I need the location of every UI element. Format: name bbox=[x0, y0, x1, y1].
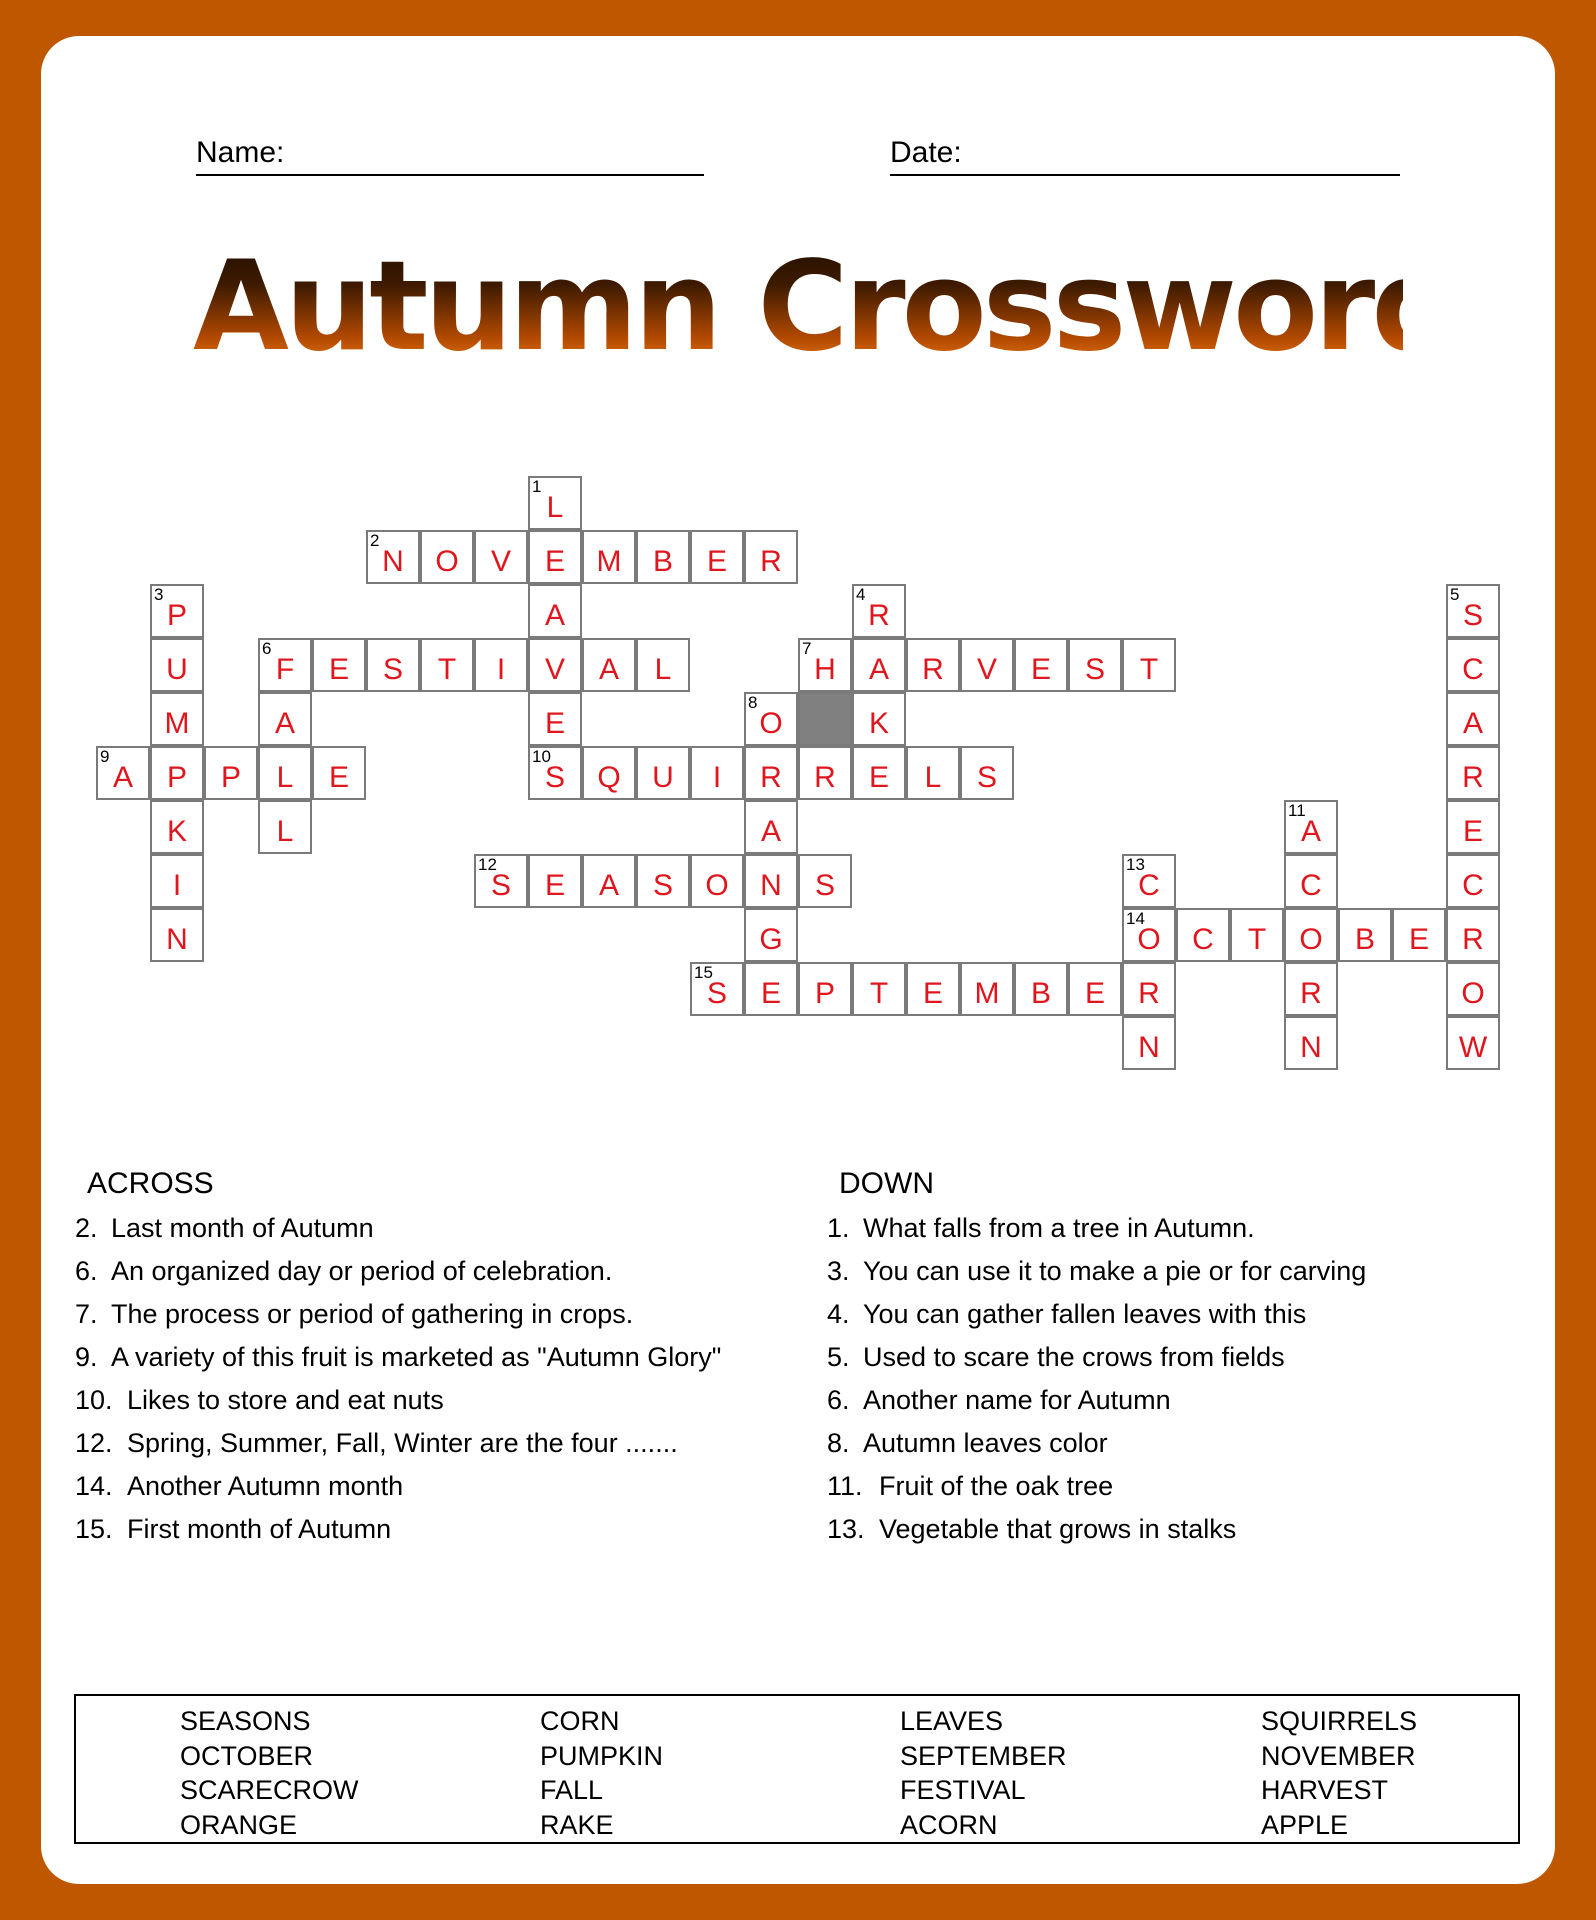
cell-letter: N bbox=[382, 545, 404, 578]
clue-number: 13. bbox=[827, 1514, 865, 1544]
down-clues bbox=[827, 1166, 1527, 1556]
clue-number: 10 bbox=[532, 747, 551, 766]
cell-letter: V bbox=[490, 545, 511, 578]
word-bank-word: ORANGE bbox=[180, 1809, 298, 1840]
clue-number: 3. bbox=[827, 1256, 850, 1286]
cell-letter: E bbox=[544, 707, 565, 740]
cell-letter: L bbox=[654, 653, 672, 686]
grid-cell[interactable] bbox=[1446, 962, 1500, 1016]
clue-text: First month of Autumn bbox=[127, 1514, 392, 1544]
cell-letter: C bbox=[1462, 869, 1484, 902]
word-bank-word: FALL bbox=[540, 1775, 604, 1805]
grid-cell[interactable] bbox=[744, 854, 798, 908]
grid-cell[interactable] bbox=[1068, 638, 1122, 692]
clue-number: 2 bbox=[370, 531, 380, 550]
grid-cell[interactable] bbox=[528, 638, 582, 692]
cell-letter: A bbox=[868, 653, 889, 686]
grid-cell[interactable] bbox=[852, 746, 906, 800]
down-clue bbox=[827, 1298, 1527, 1331]
cell-letter: R bbox=[1462, 923, 1484, 956]
cell-letter: C bbox=[1192, 923, 1214, 956]
grid-cell[interactable] bbox=[582, 638, 636, 692]
clue-number: 9. bbox=[75, 1342, 98, 1372]
grid-cell[interactable] bbox=[1122, 854, 1176, 908]
grid-cell[interactable] bbox=[636, 530, 690, 584]
cell-letter: E bbox=[1084, 977, 1105, 1010]
down-clue bbox=[827, 1470, 1527, 1503]
grid-cell[interactable] bbox=[906, 638, 960, 692]
clue-number: 1. bbox=[827, 1213, 850, 1243]
grid-cell[interactable] bbox=[852, 962, 906, 1016]
cell-letter: V bbox=[976, 653, 997, 686]
grid-cell[interactable] bbox=[744, 692, 798, 746]
word-bank-word: HARVEST bbox=[1261, 1775, 1389, 1805]
word-bank-column bbox=[900, 1704, 1067, 1842]
grid-cell[interactable] bbox=[366, 638, 420, 692]
across-clue bbox=[75, 1255, 775, 1288]
cell-letter: O bbox=[435, 545, 459, 578]
grid-cell[interactable] bbox=[798, 638, 852, 692]
across-clue bbox=[75, 1470, 775, 1503]
cell-letter: R bbox=[760, 545, 782, 578]
clue-number: 2. bbox=[75, 1213, 98, 1243]
cell-letter: S bbox=[814, 869, 835, 902]
across-clue bbox=[75, 1212, 775, 1245]
cell-letter: P bbox=[814, 977, 835, 1010]
grid-cell[interactable] bbox=[798, 746, 852, 800]
grid-cell[interactable] bbox=[150, 692, 204, 746]
grid-cell[interactable] bbox=[1068, 962, 1122, 1016]
grid-cell[interactable] bbox=[744, 962, 798, 1016]
clue-text: You can use it to make a pie or for carving bbox=[863, 1256, 1367, 1286]
grid-cell[interactable] bbox=[96, 746, 150, 800]
grid-cell[interactable] bbox=[744, 908, 798, 962]
grid-cell[interactable] bbox=[1284, 854, 1338, 908]
clue-number: 5 bbox=[1450, 585, 1460, 604]
cell-letter: L bbox=[276, 815, 294, 848]
cell-letter: E bbox=[706, 545, 727, 578]
worksheet bbox=[41, 36, 1555, 1884]
clue-text: Vegetable that grows in stalks bbox=[879, 1514, 1237, 1544]
across-clue bbox=[75, 1427, 775, 1460]
grid-cell[interactable] bbox=[1014, 638, 1068, 692]
clue-number: 4. bbox=[827, 1299, 850, 1329]
cell-letter: L bbox=[546, 491, 564, 524]
cell-letter: G bbox=[759, 923, 783, 956]
cell-letter: W bbox=[1458, 1031, 1488, 1064]
word-bank-column bbox=[1261, 1704, 1417, 1842]
grid-cell[interactable] bbox=[636, 854, 690, 908]
cell-letter: R bbox=[1138, 977, 1160, 1010]
cell-letter: S bbox=[652, 869, 673, 902]
cell-letter: A bbox=[112, 761, 133, 794]
cell-letter: E bbox=[544, 869, 565, 902]
word-bank-word: SEPTEMBER bbox=[900, 1740, 1067, 1771]
cell-letter: S bbox=[976, 761, 997, 794]
clue-text: Used to scare the crows from fields bbox=[863, 1342, 1285, 1372]
word-bank-word: OCTOBER bbox=[180, 1740, 314, 1771]
cell-letter: B bbox=[1030, 977, 1051, 1010]
clue-text: Last month of Autumn bbox=[111, 1213, 374, 1243]
cell-letter: O bbox=[1137, 923, 1161, 956]
cell-letter: S bbox=[1084, 653, 1105, 686]
grid-cell[interactable] bbox=[528, 854, 582, 908]
cell-letter: O bbox=[759, 707, 783, 740]
cell-letter: A bbox=[598, 653, 619, 686]
grid-cell[interactable] bbox=[312, 746, 366, 800]
grid-cell[interactable] bbox=[1392, 908, 1446, 962]
cell-letter: T bbox=[1247, 923, 1267, 956]
cell-letter: E bbox=[760, 977, 781, 1010]
grid-cell[interactable] bbox=[474, 854, 528, 908]
grid-cell[interactable] bbox=[1338, 908, 1392, 962]
date-label: Date: bbox=[890, 136, 962, 169]
cell-letter: S bbox=[1462, 599, 1483, 632]
grid-cell[interactable] bbox=[636, 638, 690, 692]
grid-cell[interactable] bbox=[690, 746, 744, 800]
clue-text: Autumn leaves color bbox=[863, 1428, 1108, 1458]
across-clue-list bbox=[75, 1212, 775, 1546]
clue-text: An organized day or period of celebration. bbox=[111, 1256, 613, 1286]
grid-cell[interactable] bbox=[798, 854, 852, 908]
down-clue-list bbox=[827, 1212, 1527, 1546]
grid-cell[interactable] bbox=[906, 746, 960, 800]
clue-text: Likes to store and eat nuts bbox=[127, 1385, 444, 1415]
grid-cell[interactable] bbox=[1122, 1016, 1176, 1070]
grid-cell[interactable] bbox=[960, 746, 1014, 800]
cell-letter: B bbox=[652, 545, 673, 578]
cell-letter: H bbox=[814, 653, 836, 686]
cell-letter: B bbox=[1354, 923, 1375, 956]
word-bank-word: CORN bbox=[540, 1706, 620, 1736]
grid-cell[interactable] bbox=[528, 746, 582, 800]
clue-number: 1 bbox=[532, 477, 542, 496]
grid-cell[interactable] bbox=[474, 638, 528, 692]
across-heading: ACROSS bbox=[87, 1167, 214, 1200]
grid-cell[interactable] bbox=[906, 962, 960, 1016]
clue-number: 14. bbox=[75, 1471, 113, 1501]
grid-cell[interactable] bbox=[366, 530, 420, 584]
across-clue bbox=[75, 1341, 775, 1374]
cell-letter: I bbox=[172, 869, 182, 902]
cell-letter: E bbox=[922, 977, 943, 1010]
cell-letter: R bbox=[922, 653, 944, 686]
clue-number: 4 bbox=[856, 585, 866, 604]
cell-letter: R bbox=[868, 599, 890, 632]
cell-letter: S bbox=[382, 653, 403, 686]
clue-text: The process or period of gathering in crops. bbox=[111, 1299, 634, 1329]
cell-letter: S bbox=[544, 761, 565, 794]
cell-letter: F bbox=[275, 653, 295, 686]
down-clue bbox=[827, 1427, 1527, 1460]
grid-cell[interactable] bbox=[258, 638, 312, 692]
clue-number: 12 bbox=[478, 855, 497, 874]
cell-letter: M bbox=[164, 707, 190, 740]
grid-cell[interactable] bbox=[420, 530, 474, 584]
grid-cell[interactable] bbox=[1446, 908, 1500, 962]
clue-number: 6. bbox=[75, 1256, 98, 1286]
word-bank-word: SEASONS bbox=[180, 1706, 311, 1736]
page-title: Autumn Crossword bbox=[193, 232, 1403, 382]
cell-letter: N bbox=[166, 923, 188, 956]
cell-letter: A bbox=[1462, 707, 1483, 740]
cell-letter: K bbox=[166, 815, 187, 848]
clue-text: Fruit of the oak tree bbox=[879, 1471, 1114, 1501]
cell-letter: S bbox=[490, 869, 511, 902]
cell-letter: A bbox=[760, 815, 781, 848]
cell-letter: N bbox=[1300, 1031, 1322, 1064]
grid-cell[interactable] bbox=[1122, 638, 1176, 692]
cell-letter: R bbox=[1300, 977, 1322, 1010]
grid-cell[interactable] bbox=[690, 530, 744, 584]
grid-cell[interactable] bbox=[258, 692, 312, 746]
across-clue bbox=[75, 1298, 775, 1331]
down-clue bbox=[827, 1384, 1527, 1417]
grid-cell[interactable] bbox=[204, 746, 258, 800]
clue-number: 13 bbox=[1126, 855, 1145, 874]
grid-cell[interactable] bbox=[852, 584, 906, 638]
grid-cell[interactable] bbox=[582, 746, 636, 800]
grid-cell[interactable] bbox=[744, 530, 798, 584]
clue-number: 15. bbox=[75, 1514, 113, 1544]
grid-cell[interactable] bbox=[150, 584, 204, 638]
clue-number: 8. bbox=[827, 1428, 850, 1458]
cell-letter: U bbox=[652, 761, 674, 794]
grid-cell[interactable] bbox=[1284, 962, 1338, 1016]
grid-cell[interactable] bbox=[1014, 962, 1068, 1016]
cell-letter: L bbox=[276, 761, 294, 794]
cell-letter: C bbox=[1300, 869, 1322, 902]
word-bank-column bbox=[540, 1704, 663, 1842]
clue-number: 12. bbox=[75, 1428, 113, 1458]
cell-letter: A bbox=[274, 707, 295, 740]
grid-cell[interactable] bbox=[1230, 908, 1284, 962]
grid-cell[interactable] bbox=[1446, 746, 1500, 800]
grid-cell[interactable] bbox=[1284, 908, 1338, 962]
clue-number: 3 bbox=[154, 585, 164, 604]
grid-cell[interactable] bbox=[798, 962, 852, 1016]
cell-letter: M bbox=[974, 977, 1000, 1010]
cell-letter: A bbox=[1300, 815, 1321, 848]
cell-letter: E bbox=[544, 545, 565, 578]
grid-cell[interactable] bbox=[258, 800, 312, 854]
grid-cell[interactable] bbox=[150, 746, 204, 800]
grid-cell[interactable] bbox=[636, 746, 690, 800]
across-clue bbox=[75, 1384, 775, 1417]
clue-number: 6 bbox=[262, 639, 272, 658]
grid-cell[interactable] bbox=[1446, 692, 1500, 746]
grid-cell[interactable] bbox=[420, 638, 474, 692]
cell-letter: E bbox=[1030, 653, 1051, 686]
grid-cell[interactable] bbox=[150, 638, 204, 692]
cell-letter: I bbox=[712, 761, 722, 794]
cell-letter: K bbox=[868, 707, 889, 740]
cell-letter: A bbox=[598, 869, 619, 902]
cell-letter: O bbox=[1461, 977, 1485, 1010]
grid-cell[interactable] bbox=[960, 962, 1014, 1016]
cell-letter: M bbox=[596, 545, 622, 578]
cell-letter: O bbox=[705, 869, 729, 902]
clue-number: 11. bbox=[827, 1471, 863, 1501]
down-heading: DOWN bbox=[839, 1167, 934, 1200]
clue-number: 15 bbox=[694, 963, 713, 982]
cell-letter: N bbox=[1138, 1031, 1160, 1064]
word-bank-word: SCARECROW bbox=[180, 1775, 359, 1805]
cell-letter: C bbox=[1138, 869, 1160, 902]
clue-number: 8 bbox=[748, 693, 758, 712]
grid-cell[interactable] bbox=[744, 800, 798, 854]
cell-letter: E bbox=[868, 761, 889, 794]
grid-cell[interactable] bbox=[744, 746, 798, 800]
clue-text: Spring, Summer, Fall, Winter are the four ....... bbox=[127, 1428, 678, 1458]
clue-text: Another name for Autumn bbox=[863, 1385, 1171, 1415]
clue-number: 10. bbox=[75, 1385, 113, 1415]
down-clue bbox=[827, 1212, 1527, 1245]
cell-letter: L bbox=[924, 761, 942, 794]
clue-number: 11 bbox=[1288, 801, 1306, 820]
grid-cell[interactable] bbox=[1446, 854, 1500, 908]
word-bank bbox=[74, 1694, 1520, 1844]
cell-letter: E bbox=[328, 653, 349, 686]
word-bank-column bbox=[180, 1704, 359, 1842]
grid-cell[interactable] bbox=[1284, 800, 1338, 854]
grid-cell[interactable] bbox=[1284, 1016, 1338, 1070]
down-clue bbox=[827, 1513, 1527, 1546]
grid-cell[interactable] bbox=[852, 692, 906, 746]
grid-cell[interactable] bbox=[258, 746, 312, 800]
grid-cell[interactable] bbox=[1122, 908, 1176, 962]
cell-letter: N bbox=[760, 869, 782, 902]
clue-number: 7. bbox=[75, 1299, 98, 1329]
cell-letter: U bbox=[166, 653, 188, 686]
word-bank-word: NOVEMBER bbox=[1261, 1740, 1416, 1771]
clue-text: Another Autumn month bbox=[127, 1471, 404, 1501]
cell-letter: I bbox=[496, 653, 506, 686]
word-bank-word: ACORN bbox=[900, 1809, 998, 1840]
grid-cell[interactable] bbox=[960, 638, 1014, 692]
cell-letter: P bbox=[166, 599, 187, 632]
cell-letter: E bbox=[328, 761, 349, 794]
cell-letter: R bbox=[760, 761, 782, 794]
clue-number: 14 bbox=[1126, 909, 1145, 928]
grid-cell[interactable] bbox=[852, 638, 906, 692]
clue-number: 9 bbox=[100, 747, 110, 766]
grid-cell[interactable] bbox=[690, 962, 744, 1016]
cell-letter: T bbox=[437, 653, 457, 686]
cell-letter: V bbox=[544, 653, 565, 686]
grid-cell[interactable] bbox=[528, 530, 582, 584]
grid-cell[interactable] bbox=[474, 530, 528, 584]
name-label: Name: bbox=[196, 136, 285, 169]
grid-cell[interactable] bbox=[150, 908, 204, 962]
word-bank-word: LEAVES bbox=[900, 1706, 1004, 1736]
clue-number: 6. bbox=[827, 1385, 850, 1415]
cell-letter: E bbox=[1408, 923, 1429, 956]
cell-letter: R bbox=[814, 761, 836, 794]
cell-letter: P bbox=[166, 761, 187, 794]
grid-cell[interactable] bbox=[1122, 962, 1176, 1016]
grid-cell[interactable] bbox=[1446, 800, 1500, 854]
word-bank-word: APPLE bbox=[1261, 1809, 1349, 1840]
blocked-cell bbox=[798, 692, 852, 746]
grid-cell[interactable] bbox=[1446, 584, 1500, 638]
word-bank-word: FESTIVAL bbox=[900, 1775, 1026, 1805]
grid-cell[interactable] bbox=[528, 476, 582, 530]
word-bank-word: PUMPKIN bbox=[540, 1740, 664, 1771]
word-bank-word: RAKE bbox=[540, 1809, 614, 1840]
cell-letter: Q bbox=[597, 761, 621, 794]
grid-cell[interactable] bbox=[690, 854, 744, 908]
grid-cell[interactable] bbox=[312, 638, 366, 692]
cell-letter: S bbox=[706, 977, 727, 1010]
across-clue bbox=[75, 1513, 775, 1546]
cell-letter: O bbox=[1299, 923, 1323, 956]
clue-text: A variety of this fruit is marketed as "Autumn Glory" bbox=[111, 1342, 722, 1372]
grid-cell[interactable] bbox=[1446, 1016, 1500, 1070]
grid-cell[interactable] bbox=[150, 800, 204, 854]
grid-cell[interactable] bbox=[1446, 638, 1500, 692]
clue-text: What falls from a tree in Autumn. bbox=[863, 1213, 1255, 1243]
down-clue bbox=[827, 1255, 1527, 1288]
grid-cell[interactable] bbox=[582, 854, 636, 908]
crossword-grid bbox=[41, 36, 1555, 1136]
cell-letter: T bbox=[1139, 653, 1159, 686]
grid-cell[interactable] bbox=[582, 530, 636, 584]
grid-cell[interactable] bbox=[528, 584, 582, 638]
down-clue bbox=[827, 1341, 1527, 1374]
cell-letter: E bbox=[1462, 815, 1483, 848]
grid-cell[interactable] bbox=[1176, 908, 1230, 962]
word-bank-word: SQUIRRELS bbox=[1261, 1706, 1418, 1736]
cell-letter: R bbox=[1462, 761, 1484, 794]
grid-cell[interactable] bbox=[150, 854, 204, 908]
cell-letter: A bbox=[544, 599, 565, 632]
clue-number: 5. bbox=[827, 1342, 850, 1372]
grid-cell[interactable] bbox=[528, 692, 582, 746]
cell-letter: C bbox=[1462, 653, 1484, 686]
clue-text: You can gather fallen leaves with this bbox=[863, 1299, 1307, 1329]
cell-letter: T bbox=[869, 977, 889, 1010]
clue-number: 7 bbox=[802, 639, 812, 658]
cell-letter: P bbox=[220, 761, 241, 794]
across-clues bbox=[75, 1166, 775, 1556]
